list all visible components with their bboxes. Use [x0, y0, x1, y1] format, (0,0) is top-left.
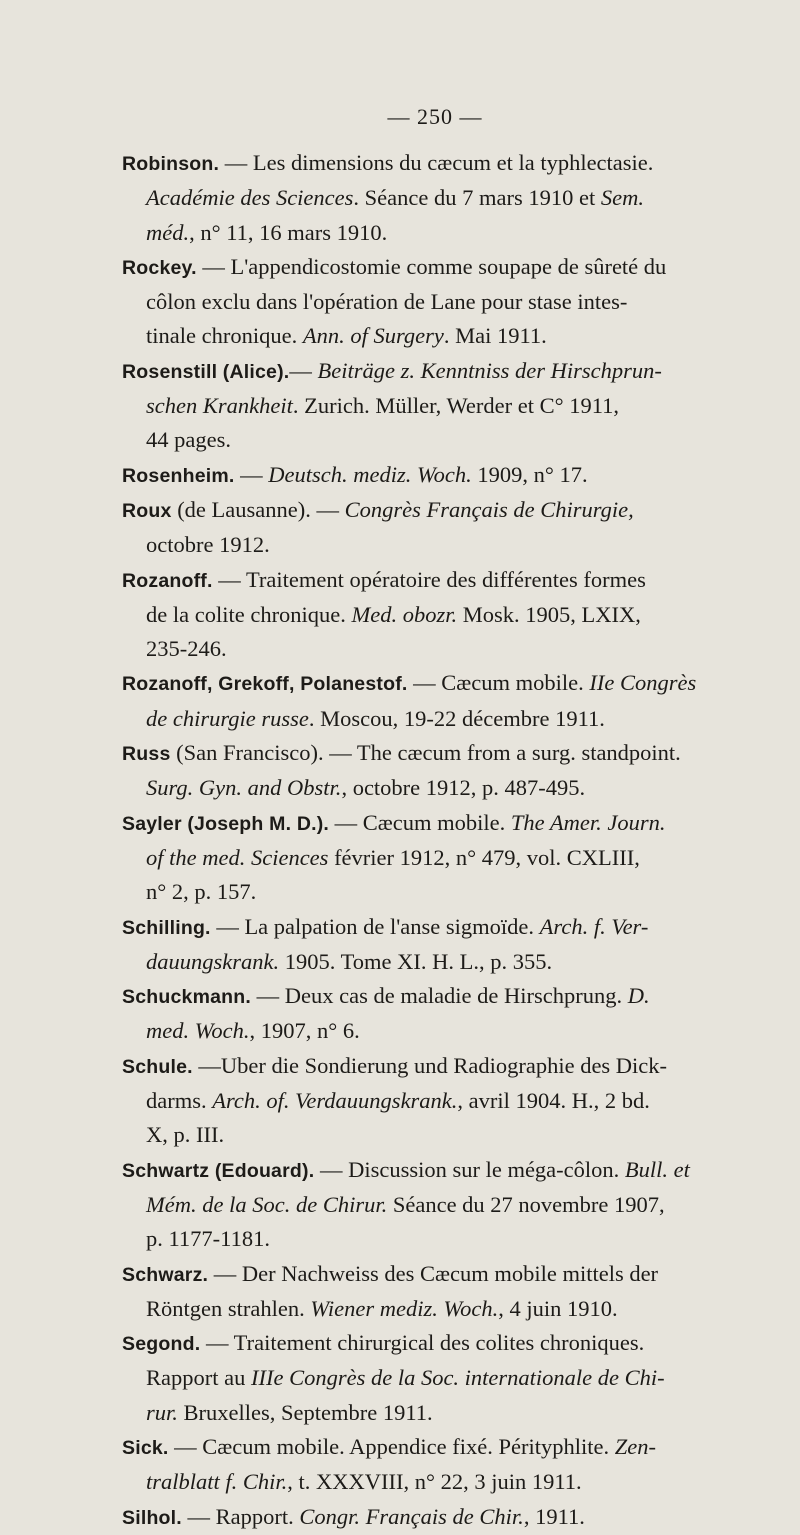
entry-text: X, p. III.	[146, 1122, 225, 1148]
entry-author: Sick.	[122, 1436, 169, 1459]
bibliography-entry	[122, 146, 762, 250]
citation-title: méd.	[146, 219, 190, 245]
entry-text: 235-246.	[146, 636, 227, 662]
entry-line	[122, 1188, 762, 1222]
citation-title: D.	[627, 983, 650, 1009]
entry-line	[122, 806, 762, 841]
citation-title: The Amer. Journ.	[510, 809, 666, 835]
entry-text: — Der Nachweiss des Cæcum mobile mittels der	[208, 1260, 659, 1286]
citation-title: Beiträge z. Kenntniss der Hirschprun-	[317, 357, 662, 383]
bibliography-entry	[122, 1257, 762, 1327]
citation-title: dauungskrank.	[146, 948, 280, 974]
entry-text: Mosk. 1905, LXIX,	[457, 601, 641, 627]
entry-line	[122, 771, 762, 805]
citation-title: rur.	[146, 1399, 178, 1425]
citation-title: Wiener mediz. Woch.	[310, 1295, 499, 1321]
entry-text: tinale chronique.	[146, 323, 303, 349]
entry-text: (de Lausanne). —	[171, 496, 345, 522]
entry-line	[122, 528, 762, 562]
citation-title: Congrès Français de Chirurgie,	[344, 496, 634, 522]
entry-line	[122, 285, 762, 319]
entry-line	[122, 875, 762, 909]
entry-text: , 1907, n° 6.	[249, 1018, 360, 1044]
entry-line	[122, 702, 762, 736]
entry-line	[122, 1222, 762, 1256]
entry-text: —	[289, 357, 318, 383]
entry-text: 44 pages.	[146, 427, 231, 453]
bibliography-entry	[122, 736, 762, 806]
entry-text: Rapport au	[146, 1365, 251, 1391]
entry-author: Roux	[122, 499, 172, 522]
page-number: — 250 —	[387, 104, 483, 129]
entry-line	[122, 910, 762, 945]
citation-title: de chirurgie russe	[146, 705, 309, 731]
entry-author: Rozanoff.	[122, 569, 213, 592]
citation-title: Académie des Sciences	[146, 185, 354, 211]
entry-line	[122, 319, 762, 353]
entry-author: Segond.	[122, 1333, 201, 1356]
citation-title: Deutsch. mediz. Woch.	[268, 461, 472, 487]
entry-text: Röntgen strahlen.	[146, 1295, 311, 1321]
entry-line	[122, 1049, 762, 1084]
citation-title: Congr. Français de Chir.	[299, 1503, 524, 1529]
entry-text: — Cæcum mobile. Appendice fixé. Pérityphlite.	[168, 1433, 615, 1459]
entry-line	[122, 1326, 762, 1361]
citation-title: Bull. et	[624, 1156, 690, 1182]
entry-text: —Uber die Sondierung und Radiographie des Dick-	[192, 1052, 668, 1078]
entry-text: , 4 juin 1910.	[498, 1295, 618, 1321]
entry-line	[122, 146, 762, 181]
entry-line	[122, 354, 762, 389]
entry-author: Robinson.	[122, 153, 220, 175]
entry-text: 1905. Tome XI. H. L., p. 355.	[279, 948, 553, 974]
entry-text: Séance du 27 novembre 1907,	[387, 1191, 665, 1217]
entry-text: février 1912, n° 479, vol. CXLIII,	[328, 844, 640, 870]
entry-line	[122, 1257, 762, 1292]
citation-title: Mém. de la Soc. de Chirur.	[146, 1191, 388, 1217]
bibliography-entry	[122, 1326, 762, 1430]
citation-title: schen Krankheit	[146, 393, 293, 419]
entry-text: . Séance du 7 mars 1910 et	[353, 185, 601, 211]
entry-text: — La palpation de l'anse sigmoïde.	[210, 913, 540, 939]
bibliography-entry	[122, 1430, 762, 1500]
entry-text: . Zurich. Müller, Werder et C° 1911,	[292, 393, 620, 419]
entry-author: Sayler (Joseph M. D.).	[122, 812, 330, 835]
citation-title: Med. obozr.	[351, 601, 458, 627]
bibliography-entry	[122, 1153, 762, 1257]
entry-line	[122, 945, 762, 979]
entry-line	[122, 389, 762, 423]
entry-text: — Les dimensions du cæcum et la typhlectasie.	[219, 150, 654, 175]
entry-text: , octobre 1912, p. 487-495.	[341, 775, 586, 801]
entry-line	[122, 979, 762, 1014]
bibliography-entry	[122, 458, 762, 493]
entry-text: , n° 11, 16 mars 1910.	[189, 219, 388, 245]
entry-text: , t. XXXVIII, n° 22, 3 juin 1911.	[287, 1469, 582, 1495]
entry-author: Schuckmann.	[122, 986, 251, 1009]
entry-text: — Cæcum mobile.	[407, 670, 590, 696]
entry-text: —	[234, 461, 269, 487]
entry-line	[122, 1465, 762, 1499]
bibliography-entry	[122, 910, 762, 980]
entry-text: (San Francisco). — The cæcum from a surg. standpoint.	[170, 740, 681, 766]
citation-title: of the med. Sciences	[146, 844, 329, 870]
entry-text: — Traitement chirurgical des colites chroniques.	[200, 1330, 645, 1356]
entry-text: — Deux cas de maladie de Hirschprung.	[251, 983, 628, 1009]
entry-text: , 1911.	[523, 1503, 585, 1529]
entry-line	[122, 458, 762, 493]
bibliography-list	[122, 146, 762, 1535]
entry-author: Schilling.	[122, 916, 211, 939]
entry-author: Rozanoff, Grekoff, Polanestof.	[122, 673, 408, 696]
entry-line	[122, 423, 762, 457]
entry-text: . Moscou, 19-22 décembre 1911.	[308, 705, 605, 731]
bibliography-entry	[122, 666, 762, 736]
entry-text: — Traitement opératoire des différentes formes	[212, 566, 646, 592]
entry-text: côlon exclu dans l'opération de Lane pour stase intes-	[146, 289, 628, 315]
entry-line	[122, 841, 762, 875]
entry-line	[122, 250, 762, 285]
entry-line	[122, 1084, 762, 1118]
citation-title: med. Woch.	[146, 1018, 250, 1044]
entry-line	[122, 1361, 762, 1395]
citation-title: Sem.	[600, 185, 644, 211]
entry-line	[122, 598, 762, 632]
entry-line	[122, 1396, 762, 1430]
entry-author: Silhol.	[122, 1506, 182, 1529]
citation-title: Surg. Gyn. and Obstr.	[146, 775, 342, 801]
bibliography-entry	[122, 1049, 762, 1153]
entry-line	[122, 493, 762, 528]
entry-text: octobre 1912.	[146, 532, 270, 558]
citation-title: Arch. f. Ver-	[539, 913, 649, 939]
entry-text: — Rapport.	[181, 1503, 300, 1529]
entry-line	[122, 563, 762, 598]
entry-text: n° 2, p. 157.	[146, 879, 257, 905]
entry-author: Schwarz.	[122, 1263, 209, 1286]
entry-line	[122, 181, 762, 215]
entry-line	[122, 1500, 762, 1535]
entry-line	[122, 1430, 762, 1465]
entry-author: Rosenstill (Alice).	[122, 360, 290, 383]
citation-title: Arch. of. Verdauungskrank.	[212, 1088, 458, 1114]
entry-text: — Discussion sur le méga-côlon.	[314, 1156, 625, 1182]
bibliography-entry	[122, 806, 762, 910]
entry-text: darms.	[146, 1088, 213, 1114]
entry-text: 1909, n° 17.	[471, 461, 588, 487]
citation-title: IIIe Congrès de la Soc. internationale de Chi-	[250, 1365, 665, 1391]
entry-line	[122, 1118, 762, 1152]
entry-author: Schwartz (Edouard).	[122, 1159, 315, 1182]
citation-title: tralblatt f. Chir.	[146, 1469, 288, 1495]
citation-title: Ann. of Surgery	[302, 323, 444, 349]
entry-author: Schule.	[122, 1055, 193, 1078]
entry-author: Rockey.	[122, 256, 197, 279]
citation-title: Zen-	[614, 1433, 656, 1459]
entry-line	[122, 216, 762, 250]
entry-line	[122, 1292, 762, 1326]
bibliography-entry	[122, 493, 762, 563]
citation-title: IIe Congrès	[589, 670, 697, 696]
entry-text: p. 1177-1181.	[146, 1226, 270, 1252]
entry-text: — Cæcum mobile.	[329, 809, 511, 835]
bibliography-entry	[122, 563, 762, 667]
entry-text: Bruxelles, Septembre 1911.	[177, 1399, 433, 1425]
entry-line	[122, 1014, 762, 1048]
entry-line	[122, 666, 762, 701]
bibliography-entry	[122, 250, 762, 354]
entry-text: , avril 1904. H., 2 bd.	[457, 1088, 650, 1114]
entry-line	[122, 736, 762, 771]
entry-text: . Mai 1911.	[443, 323, 547, 349]
entry-author: Russ	[122, 743, 171, 766]
entry-text: — L'appendicostomie comme soupape de sûreté du	[196, 253, 667, 279]
entry-line	[122, 632, 762, 666]
entry-line	[122, 1153, 762, 1188]
bibliography-entry	[122, 979, 762, 1049]
bibliography-entry	[122, 354, 762, 458]
entry-text: de la colite chronique.	[146, 601, 352, 627]
entry-author: Rosenheim.	[122, 464, 235, 487]
bibliography-entry	[122, 1500, 762, 1535]
